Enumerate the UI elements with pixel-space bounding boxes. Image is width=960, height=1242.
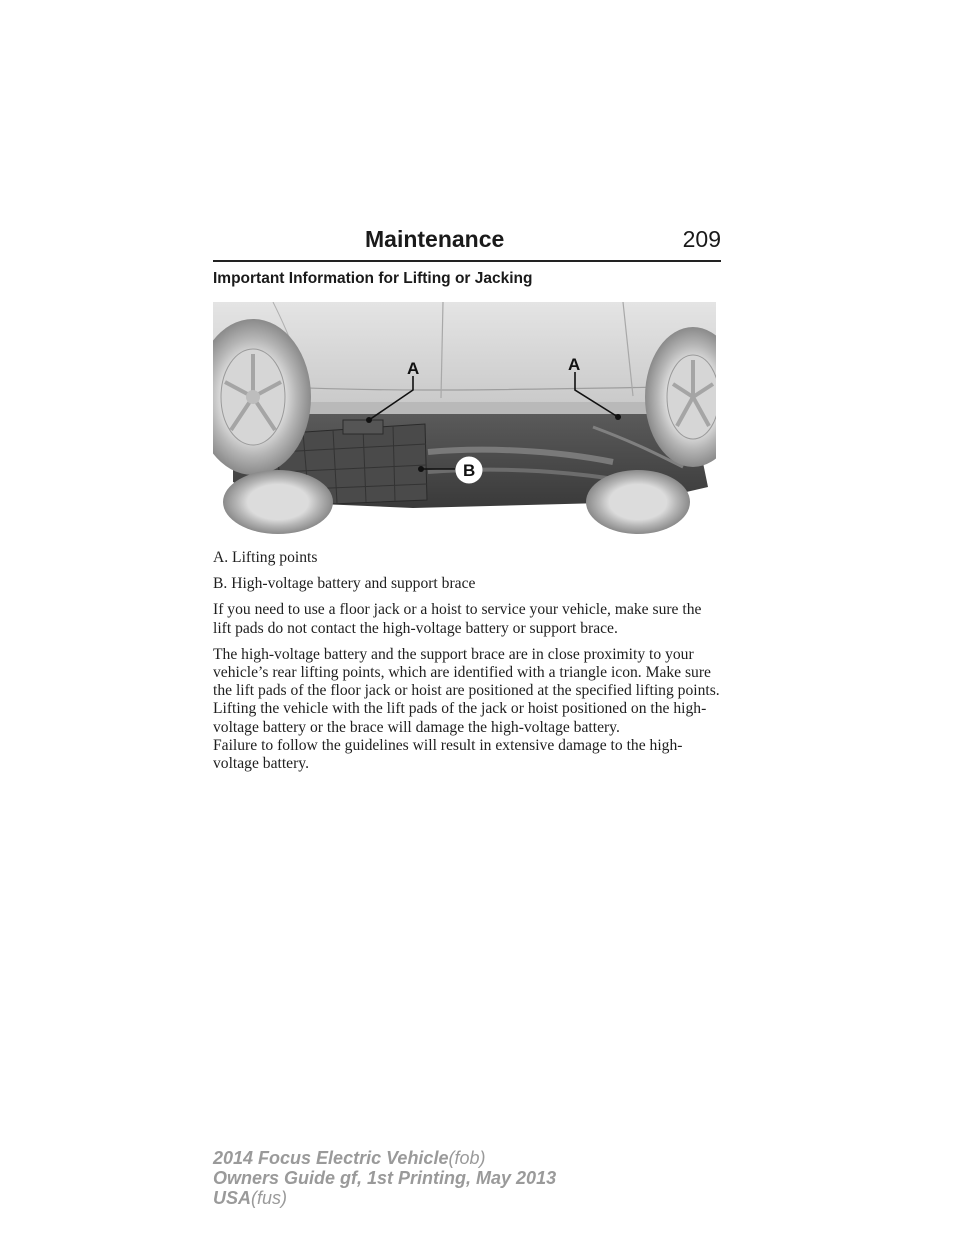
paragraph-2: The high-voltage battery and the support brace are in close proximity to your vehicle’s rear lifting points, which are identified with a triangle icon. Make sure the lift pads of the floor jack or hoist are positioned at the specified lifting points. Lifting the vehicle with the lift pads of the jack or hoist positioned on the high-voltage battery or the brace will damage the high-voltage battery.	[213, 645, 720, 736]
page-header	[213, 226, 721, 262]
footer-line-3	[213, 1188, 556, 1208]
paragraph-1: If you need to use a floor jack or a hoist to service your vehicle, make sure the lift pads do not contact the high-voltage battery or support brace.	[213, 601, 702, 637]
callout-b: B	[463, 461, 476, 480]
body-text	[213, 549, 723, 781]
callout-a-left: A	[407, 359, 420, 378]
footer-printing: Owners Guide gf, 1st Printing, May 2013	[213, 1168, 557, 1188]
page-number: 209	[682, 226, 721, 252]
footer-vehicle: 2014 Focus Electric Vehicle	[213, 1148, 449, 1168]
section-title: Maintenance	[365, 226, 505, 252]
footer-vehicle-code: (fob)	[448, 1148, 486, 1168]
footer-line-2	[213, 1168, 556, 1188]
footer-market-code: (fus)	[251, 1188, 288, 1208]
footer-market: USA	[213, 1188, 252, 1208]
page-footer	[213, 1148, 556, 1208]
subheading: Important Information for Lifting or Jacking	[213, 270, 533, 287]
legend-a: A. Lifting points	[213, 549, 318, 566]
footer-line-1	[213, 1148, 556, 1168]
callout-a-right: A	[568, 355, 581, 374]
vehicle-underbody-illustration	[213, 302, 716, 534]
paragraph-3: Failure to follow the guidelines will result in extensive damage to the high-voltage battery.	[213, 736, 683, 773]
legend-b: B. High-voltage battery and support brace	[213, 575, 476, 593]
